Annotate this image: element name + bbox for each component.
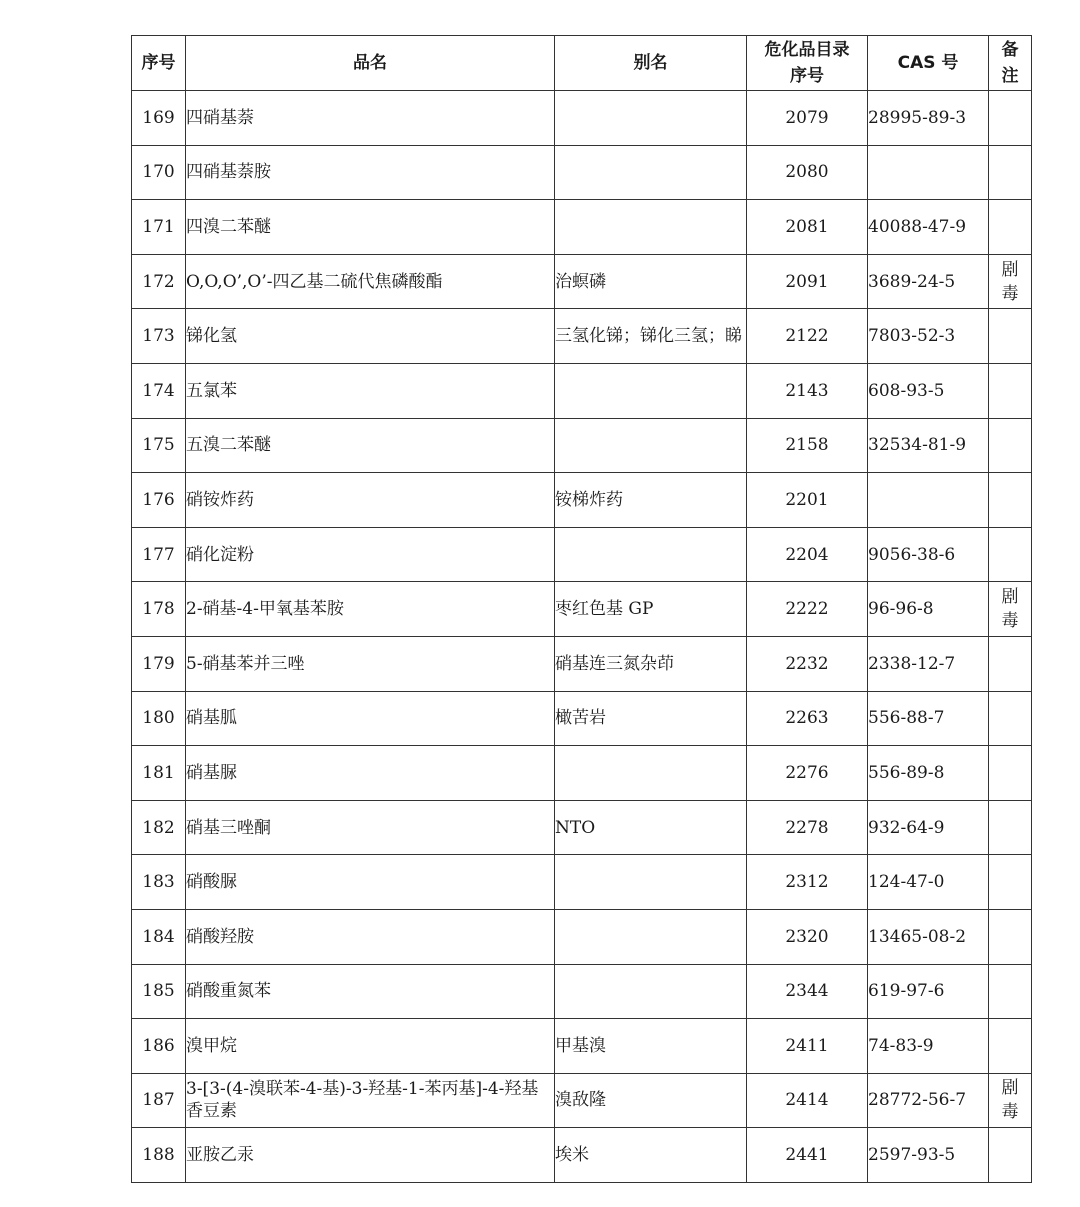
table-row xyxy=(132,309,1032,364)
cell-catalog-no-text: 2122 xyxy=(785,326,829,347)
cell-cas-no xyxy=(868,800,989,855)
cell-serial-no-text: 169 xyxy=(142,107,175,128)
cell-serial-no-text: 174 xyxy=(142,380,175,401)
cell-product-name xyxy=(186,636,555,691)
cell-cas-no-text: 28995-89-3 xyxy=(868,107,967,128)
cell-product-name-text: 四硝基萘胺 xyxy=(186,162,271,183)
cell-alias-text: 溴敌隆 xyxy=(555,1090,606,1111)
cell-catalog-no xyxy=(747,254,868,309)
cell-alias-text: 治螟磷 xyxy=(555,271,606,292)
cell-product-name xyxy=(186,254,555,309)
cell-catalog-no xyxy=(747,691,868,746)
cell-remarks-text: 剧 毒 xyxy=(1001,1078,1019,1123)
cell-cas-no xyxy=(868,200,989,255)
cell-serial-no-text: 173 xyxy=(142,326,175,347)
cell-serial-no-text: 181 xyxy=(142,762,175,783)
cell-product-name xyxy=(186,582,555,637)
cell-remarks xyxy=(989,582,1032,637)
cell-remarks xyxy=(989,1019,1032,1074)
cell-serial-no xyxy=(132,964,186,1019)
cell-alias xyxy=(555,473,747,528)
cell-remarks xyxy=(989,309,1032,364)
cell-serial-no xyxy=(132,1073,186,1128)
cell-product-name xyxy=(186,909,555,964)
table-row xyxy=(132,145,1032,200)
cell-product-name xyxy=(186,309,555,364)
cell-product-name-text: 硝酸脲 xyxy=(186,872,237,893)
cell-alias xyxy=(555,636,747,691)
cell-product-name-text: 硝酸重氮苯 xyxy=(186,981,271,1002)
cell-cas-no xyxy=(868,636,989,691)
cell-catalog-no xyxy=(747,309,868,364)
cell-cas-no xyxy=(868,909,989,964)
cell-remarks xyxy=(989,1073,1032,1128)
cell-catalog-no xyxy=(747,527,868,582)
cell-alias xyxy=(555,363,747,418)
table-row xyxy=(132,254,1032,309)
cell-product-name-text: 3-[3-(4-溴联苯-4-基)-3-羟基-1-苯丙基]-4-羟基香豆素 xyxy=(186,1079,539,1122)
cell-alias-text: 甲基溴 xyxy=(555,1035,606,1056)
cell-serial-no-text: 171 xyxy=(142,216,175,237)
table-row xyxy=(132,1019,1032,1074)
cell-alias xyxy=(555,200,747,255)
cell-serial-no xyxy=(132,691,186,746)
cell-cas-no xyxy=(868,1019,989,1074)
cell-cas-no xyxy=(868,691,989,746)
header-catalog-no: 危化品目录 序号 xyxy=(747,36,868,91)
cell-catalog-no xyxy=(747,582,868,637)
cell-alias xyxy=(555,254,747,309)
cell-product-name-text: 2-硝基-4-甲氧基苯胺 xyxy=(186,599,344,620)
cell-serial-no xyxy=(132,200,186,255)
cell-catalog-no-text: 2204 xyxy=(785,544,829,565)
table-row xyxy=(132,473,1032,528)
cell-remarks xyxy=(989,636,1032,691)
table-row xyxy=(132,691,1032,746)
table-row xyxy=(132,200,1032,255)
cell-catalog-no xyxy=(747,91,868,146)
cell-catalog-no-text: 2278 xyxy=(785,817,829,838)
header-product-name: 品名 xyxy=(186,36,555,91)
cell-cas-no-text: 13465-08-2 xyxy=(868,926,967,947)
cell-alias xyxy=(555,309,747,364)
cell-alias xyxy=(555,964,747,1019)
cell-product-name xyxy=(186,691,555,746)
cell-alias xyxy=(555,691,747,746)
cell-alias-text: 硝基连三氮杂茚 xyxy=(555,653,674,674)
cell-serial-no-text: 179 xyxy=(142,653,175,674)
cell-catalog-no xyxy=(747,964,868,1019)
cell-serial-no-text: 182 xyxy=(142,817,175,838)
cell-cas-no xyxy=(868,473,989,528)
cell-cas-no-text: 2338-12-7 xyxy=(868,653,956,674)
cell-remarks xyxy=(989,746,1032,801)
cell-catalog-no-text: 2081 xyxy=(785,216,829,237)
cell-product-name xyxy=(186,1128,555,1183)
cell-alias xyxy=(555,1073,747,1128)
cell-cas-no xyxy=(868,363,989,418)
cell-cas-no xyxy=(868,855,989,910)
cell-serial-no-text: 175 xyxy=(142,435,175,456)
cell-product-name-text: 硝基三唑酮 xyxy=(186,817,271,838)
cell-cas-no-text: 932-64-9 xyxy=(868,817,945,838)
cell-product-name-text: 五溴二苯醚 xyxy=(186,435,271,456)
table-row xyxy=(132,91,1032,146)
cell-remarks xyxy=(989,254,1032,309)
cell-catalog-no-text: 2091 xyxy=(785,271,829,292)
cell-cas-no xyxy=(868,746,989,801)
table-row xyxy=(132,964,1032,1019)
cell-cas-no xyxy=(868,582,989,637)
cell-catalog-no-text: 2201 xyxy=(785,489,829,510)
cell-serial-no xyxy=(132,363,186,418)
cell-catalog-no-text: 2143 xyxy=(785,380,829,401)
cell-cas-no-text: 32534-81-9 xyxy=(868,435,967,456)
cell-cas-no xyxy=(868,964,989,1019)
cell-catalog-no-text: 2263 xyxy=(785,708,829,729)
cell-serial-no xyxy=(132,855,186,910)
cell-product-name xyxy=(186,746,555,801)
cell-serial-no-text: 180 xyxy=(142,708,175,729)
cell-product-name-text: 硝酸羟胺 xyxy=(186,926,254,947)
cell-remarks-text: 剧 毒 xyxy=(1001,259,1019,304)
cell-product-name xyxy=(186,855,555,910)
cell-remarks xyxy=(989,527,1032,582)
cell-serial-no-text: 186 xyxy=(142,1035,175,1056)
cell-remarks xyxy=(989,418,1032,473)
cell-product-name-text: 溴甲烷 xyxy=(186,1035,237,1056)
cell-serial-no-text: 183 xyxy=(142,872,175,893)
cell-product-name-text: O,O,O’,O’-四乙基二硫代焦磷酸酯 xyxy=(186,271,443,292)
table-row xyxy=(132,855,1032,910)
cell-product-name xyxy=(186,363,555,418)
cell-serial-no xyxy=(132,473,186,528)
table-row xyxy=(132,527,1032,582)
cell-serial-no xyxy=(132,309,186,364)
cell-catalog-no xyxy=(747,145,868,200)
cell-alias-text: 橄苦岩 xyxy=(555,708,606,729)
chemical-catalog-table xyxy=(131,35,1032,1183)
cell-cas-no-text: 40088-47-9 xyxy=(868,216,967,237)
cell-serial-no-text: 172 xyxy=(142,271,175,292)
cell-catalog-no xyxy=(747,418,868,473)
cell-remarks xyxy=(989,363,1032,418)
header-alias: 别名 xyxy=(555,36,747,91)
cell-product-name-text: 硝基胍 xyxy=(186,708,237,729)
cell-product-name-text: 硝化淀粉 xyxy=(186,544,254,565)
cell-cas-no xyxy=(868,309,989,364)
cell-alias-text: NTO xyxy=(555,817,596,838)
header-cas-no: CAS 号 xyxy=(868,36,989,91)
cell-cas-no-text: 556-89-8 xyxy=(868,762,945,783)
cell-product-name xyxy=(186,527,555,582)
table-row xyxy=(132,363,1032,418)
cell-cas-no-text: 556-88-7 xyxy=(868,708,945,729)
cell-cas-no-text: 74-83-9 xyxy=(868,1035,934,1056)
cell-alias xyxy=(555,582,747,637)
cell-serial-no-text: 184 xyxy=(142,926,175,947)
cell-product-name-text: 四硝基萘 xyxy=(186,107,254,128)
cell-alias-text: 铵梯炸药 xyxy=(555,489,623,510)
cell-cas-no-text: 608-93-5 xyxy=(868,380,945,401)
cell-catalog-no-text: 2441 xyxy=(785,1145,829,1166)
cell-catalog-no-text: 2232 xyxy=(785,653,829,674)
cell-cas-no-text: 124-47-0 xyxy=(868,872,945,893)
cell-serial-no xyxy=(132,91,186,146)
table-row xyxy=(132,800,1032,855)
cell-serial-no-text: 188 xyxy=(142,1145,175,1166)
cell-cas-no-text: 28772-56-7 xyxy=(868,1090,967,1111)
cell-alias xyxy=(555,418,747,473)
cell-remarks xyxy=(989,909,1032,964)
table-row xyxy=(132,636,1032,691)
cell-serial-no xyxy=(132,418,186,473)
cell-alias xyxy=(555,527,747,582)
cell-cas-no xyxy=(868,1128,989,1183)
cell-remarks xyxy=(989,200,1032,255)
cell-remarks-text: 剧 毒 xyxy=(1001,587,1019,632)
cell-alias xyxy=(555,746,747,801)
cell-alias xyxy=(555,1128,747,1183)
table-row xyxy=(132,418,1032,473)
header-remarks: 备 注 xyxy=(989,36,1032,91)
cell-catalog-no xyxy=(747,1128,868,1183)
cell-alias-text: 枣红色基 GP xyxy=(555,599,654,620)
cell-catalog-no xyxy=(747,1073,868,1128)
table-header xyxy=(132,36,1032,91)
cell-cas-no-text: 9056-38-6 xyxy=(868,544,956,565)
cell-cas-no xyxy=(868,145,989,200)
table-body xyxy=(132,91,1032,1183)
cell-product-name-text: 硝基脲 xyxy=(186,762,237,783)
cell-catalog-no xyxy=(747,473,868,528)
cell-catalog-no xyxy=(747,636,868,691)
cell-catalog-no-text: 2411 xyxy=(785,1035,829,1056)
cell-serial-no xyxy=(132,582,186,637)
cell-catalog-no-text: 2312 xyxy=(785,872,829,893)
cell-catalog-no xyxy=(747,909,868,964)
cell-product-name xyxy=(186,145,555,200)
cell-remarks xyxy=(989,964,1032,1019)
cell-catalog-no-text: 2158 xyxy=(785,435,829,456)
cell-serial-no-text: 187 xyxy=(142,1090,175,1111)
cell-cas-no-text: 96-96-8 xyxy=(868,599,934,620)
cell-catalog-no xyxy=(747,800,868,855)
cell-serial-no-text: 177 xyxy=(142,544,175,565)
cell-catalog-no xyxy=(747,746,868,801)
cell-alias xyxy=(555,145,747,200)
cell-serial-no xyxy=(132,800,186,855)
cell-remarks xyxy=(989,691,1032,746)
cell-remarks xyxy=(989,1128,1032,1183)
cell-alias-text: 三氢化锑；锑化三氢；睇 xyxy=(555,326,742,347)
cell-serial-no-text: 178 xyxy=(142,599,175,620)
cell-product-name-text: 锑化氢 xyxy=(186,326,237,347)
cell-alias xyxy=(555,855,747,910)
cell-product-name xyxy=(186,1073,555,1128)
cell-product-name xyxy=(186,473,555,528)
cell-cas-no xyxy=(868,1073,989,1128)
cell-product-name-text: 5-硝基苯并三唑 xyxy=(186,653,305,674)
cell-cas-no-text: 2597-93-5 xyxy=(868,1145,956,1166)
cell-serial-no xyxy=(132,254,186,309)
cell-product-name xyxy=(186,964,555,1019)
cell-cas-no-text: 619-97-6 xyxy=(868,981,945,1002)
cell-serial-no-text: 170 xyxy=(142,162,175,183)
cell-catalog-no xyxy=(747,855,868,910)
cell-serial-no xyxy=(132,1019,186,1074)
cell-serial-no-text: 176 xyxy=(142,489,175,510)
cell-alias xyxy=(555,1019,747,1074)
cell-serial-no xyxy=(132,636,186,691)
cell-catalog-no-text: 2079 xyxy=(785,107,829,128)
cell-remarks xyxy=(989,473,1032,528)
header-row xyxy=(132,36,1032,91)
cell-catalog-no-text: 2080 xyxy=(785,162,829,183)
cell-product-name-text: 四溴二苯醚 xyxy=(186,216,271,237)
cell-remarks xyxy=(989,855,1032,910)
cell-product-name xyxy=(186,800,555,855)
cell-catalog-no-text: 2222 xyxy=(785,599,829,620)
cell-serial-no xyxy=(132,145,186,200)
cell-product-name xyxy=(186,200,555,255)
table-row xyxy=(132,909,1032,964)
cell-product-name xyxy=(186,418,555,473)
header-serial-no: 序号 xyxy=(132,36,186,91)
table-row xyxy=(132,746,1032,801)
cell-alias xyxy=(555,800,747,855)
cell-product-name-text: 五氯苯 xyxy=(186,380,237,401)
cell-cas-no xyxy=(868,527,989,582)
cell-serial-no xyxy=(132,527,186,582)
cell-catalog-no-text: 2344 xyxy=(785,981,829,1002)
cell-catalog-no-text: 2320 xyxy=(785,926,829,947)
cell-alias xyxy=(555,91,747,146)
cell-serial-no xyxy=(132,1128,186,1183)
cell-alias xyxy=(555,909,747,964)
cell-product-name-text: 硝铵炸药 xyxy=(186,489,254,510)
cell-product-name-text: 亚胺乙汞 xyxy=(186,1145,254,1166)
table-row xyxy=(132,1128,1032,1183)
cell-serial-no xyxy=(132,746,186,801)
cell-remarks xyxy=(989,91,1032,146)
table-row xyxy=(132,582,1032,637)
cell-cas-no xyxy=(868,91,989,146)
table-row xyxy=(132,1073,1032,1128)
cell-remarks xyxy=(989,800,1032,855)
cell-catalog-no-text: 2414 xyxy=(785,1090,829,1111)
cell-serial-no xyxy=(132,909,186,964)
cell-serial-no-text: 185 xyxy=(142,981,175,1002)
cell-catalog-no-text: 2276 xyxy=(785,762,829,783)
cell-catalog-no xyxy=(747,200,868,255)
cell-cas-no xyxy=(868,418,989,473)
cell-cas-no-text: 7803-52-3 xyxy=(868,326,956,347)
cell-catalog-no xyxy=(747,1019,868,1074)
cell-cas-no xyxy=(868,254,989,309)
cell-remarks xyxy=(989,145,1032,200)
cell-catalog-no xyxy=(747,363,868,418)
cell-alias-text: 埃米 xyxy=(555,1145,589,1166)
cell-cas-no-text: 3689-24-5 xyxy=(868,271,956,292)
cell-product-name xyxy=(186,1019,555,1074)
cell-product-name xyxy=(186,91,555,146)
